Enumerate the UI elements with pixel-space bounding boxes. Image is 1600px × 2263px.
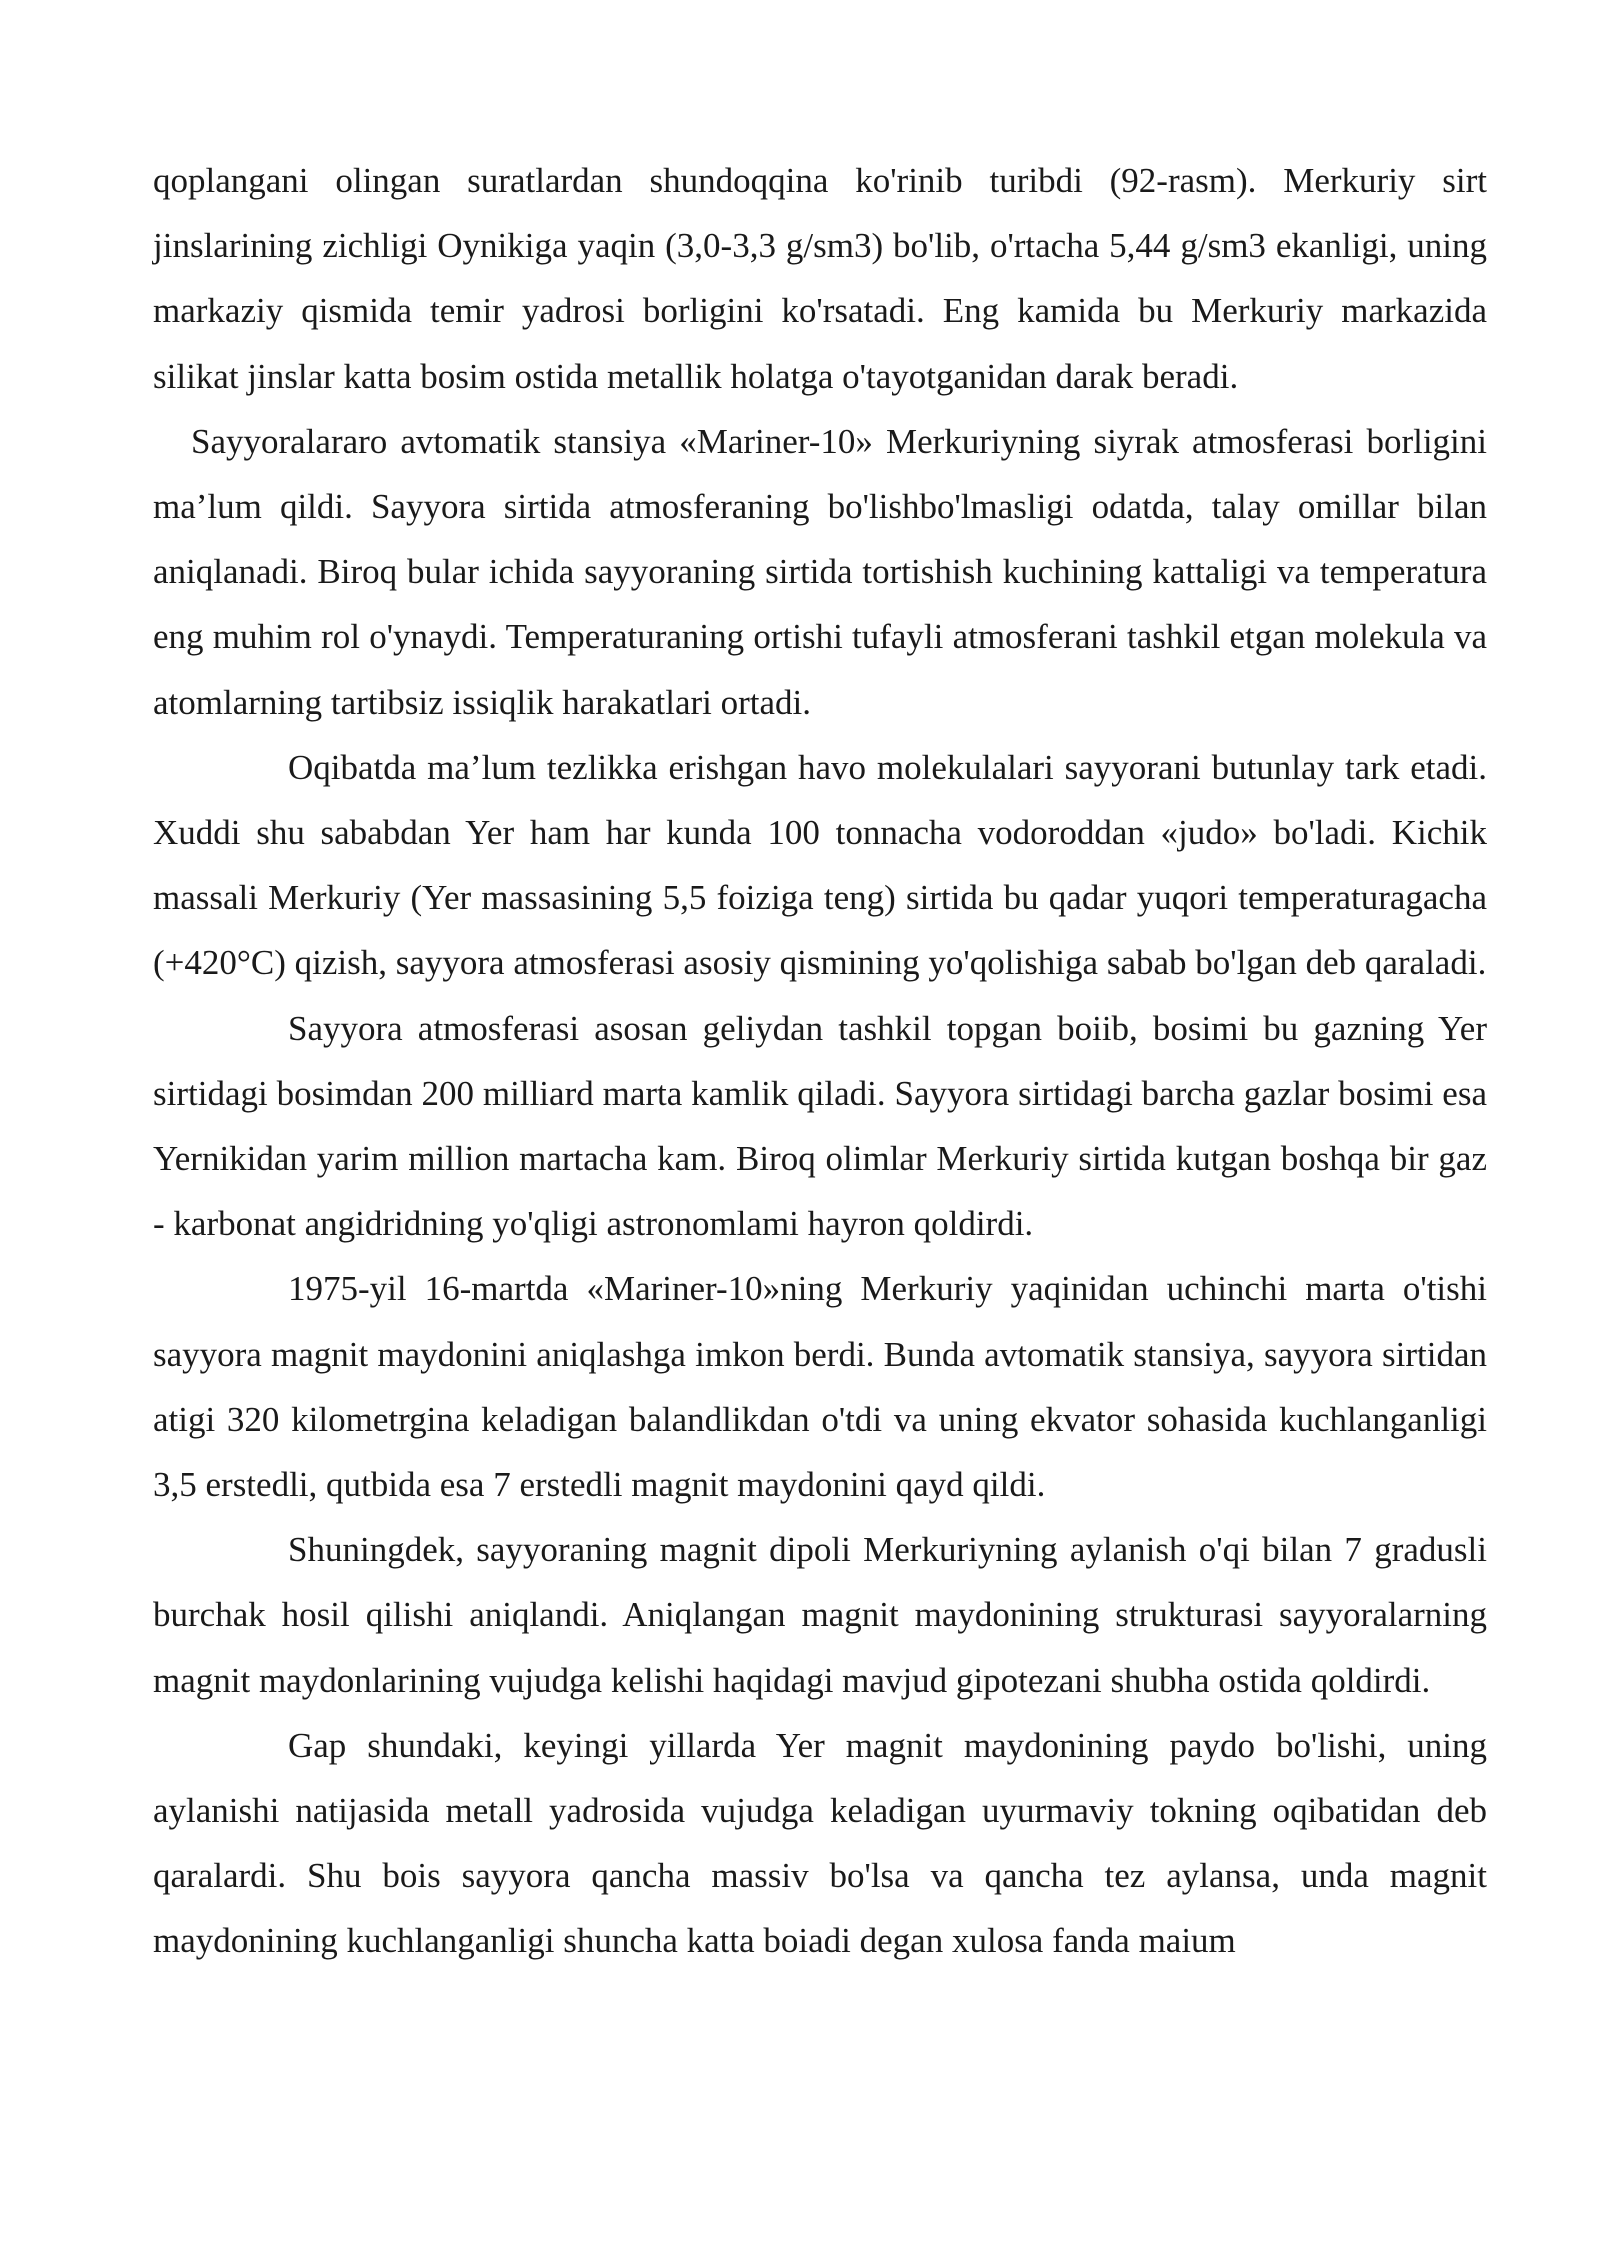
paragraph: Sayyoralararo avtomatik stansiya «Mariner-10» Merkuriyning siyrak atmosferasi borligini ma’lum qildi. Sayyora sirtida atmosferaning bo'lishbo'lmasligi odatda, talay omillar bilan aniqlanadi. Biroq bular ichida sayyoraning sirtida tortishish kuchining kattaligi va temperatura eng muhim rol o'ynaydi. Temperaturaning ortishi tufayli atmosferani tashkil etgan molekula va atomlarning tartibsiz issiqlik harakatlari ortadi. (153, 421, 1487, 722)
paragraph: 1975-yil 16-martda «Mariner-10»ning Merkuriy yaqinidan uchinchi marta o'tishi sayyora magnit maydonini aniqlashga imkon berdi. Bunda avtomatik stansiya, sayyora sirtidan atigi 320 kilometrgina keladigan balandlikdan o'tdi va uning ekvator sohasida kuchlanganligi 3,5 erstedli, qutbida esa 7 erstedli magnit maydonini qayd qildi. (153, 1269, 1487, 1505)
paragraph: Oqibatda ma’lum tezlikka erishgan havo molekulalari sayyorani butunlay tark etadi. Xuddi shu sababdan Yer ham har kunda 100 tonnacha vodoroddan «judo» bo'ladi. Kichik massali Merkuriy (Yer massasining 5,5 foiziga teng) sirtida bu qadar yuqori temperaturagacha (+420°C) qizish, sayyora atmosferasi asosiy qismining yo'qolishiga sabab bo'lgan deb qaraladi. (153, 747, 1487, 983)
paragraph: Sayyora atmosferasi asosan geliydan tashkil topgan boiib, bosimi bu gazning Yer sirtidagi bosimdan 200 milliard marta kamlik qiladi. Sayyora sirtidagi barcha gazlar bosimi esa Yernikidan yarim million martacha kam. Biroq olimlar Merkuriy sirtida kutgan boshqa bir gaz - karbonat angidridning yo'qligi astronomlami hayron qoldirdi. (153, 1008, 1487, 1244)
paragraph: Shuningdek, sayyoraning magnit dipoli Merkuriyning aylanish o'qi bilan 7 gradusli burchak hosil qilishi aniqlandi. Aniqlangan magnit maydonining strukturasi sayyoralarning magnit maydonlarining vujudga kelishi haqidagi mavjud gipotezani shubha ostida qoldirdi. (153, 1530, 1487, 1700)
body-text (153, 148, 1487, 1974)
paragraph: Gap shundaki, keyingi yillarda Yer magnit maydonining paydo bo'lishi, uning aylanishi natijasida metall yadrosida vujudga keladigan uyurmaviy tokning oqibatidan deb qaralardi. Shu bois sayyora qancha massiv bo'lsa va qancha tez aylansa, unda magnit maydonining kuchlanganligi shuncha katta boiadi degan xulosa fanda maium (153, 1725, 1487, 1961)
paragraph: qoplangani olingan suratlardan shundoqqina ko'rinib turibdi (92-rasm). Merkuriy sirt jinslarining zichligi Oynikiga yaqin (3,0-3,3 g/sm3) bo'lib, o'rtacha 5,44 g/sm3 ekanligi, uning markaziy qismida temir yadrosi borligini ko'rsatadi. Eng kamida bu Merkuriy markazida silikat jinslar katta bosim ostida metallik holatga o'tayotganidan darak beradi. (153, 161, 1487, 396)
